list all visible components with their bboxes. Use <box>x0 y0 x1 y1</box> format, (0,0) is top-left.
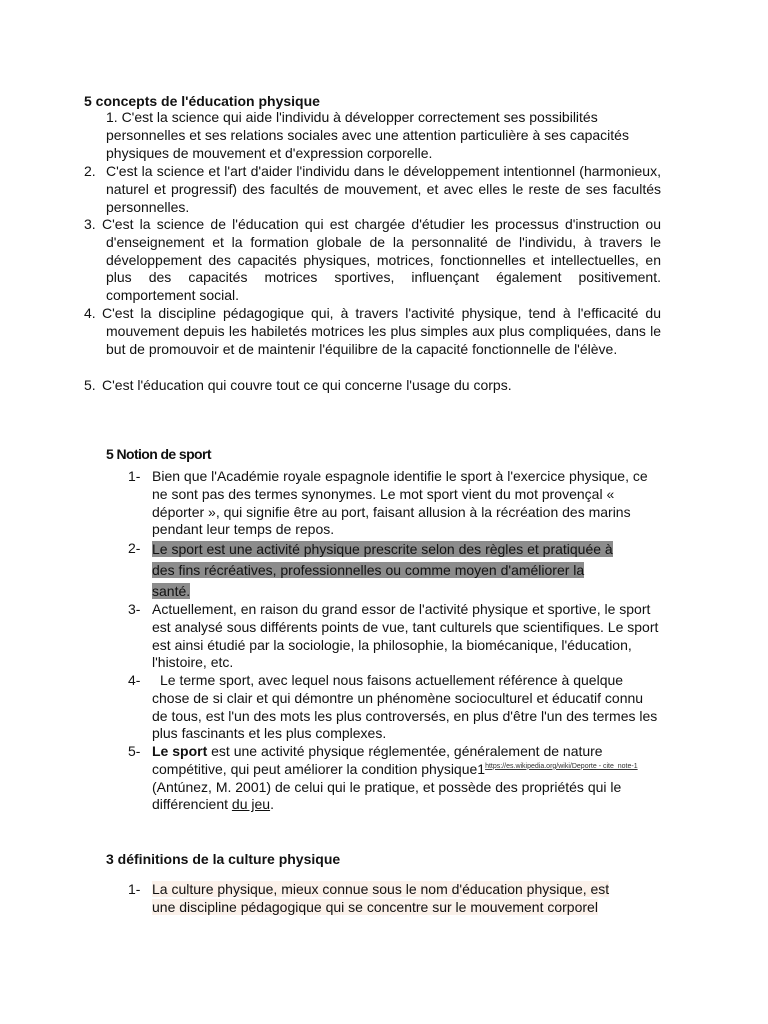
sport-number-4: 4- <box>128 672 141 688</box>
sport-item-5-text-b: (Antúnez, M. 2001) de celui qui le pratique, et possède des propriétés qui le différencient <box>152 778 622 813</box>
sport-number-5: 5- <box>128 743 141 759</box>
sport-number-3: 3- <box>128 601 141 617</box>
sport-number-1: 1- <box>128 468 141 484</box>
concept-item-5: C'est l'éducation qui couvre tout ce qui concerne l'usage du corps. <box>102 377 512 393</box>
highlighted-line: La culture physique, mieux connue sous le nom d'éducation physique, est <box>152 881 610 897</box>
sport-item-3: Actuellement, en raison du grand essor de l'activité physique et sportive, le sport est analysé sous différents points de vue, tant culturels que scientifiques. Le sport est ainsi étudié par la sociologie, la philosophie, la biomécanique, l'éducation, l'histoire, etc. <box>152 601 659 671</box>
section-title-sport: 5 Notion de sport <box>106 446 211 462</box>
sport-item-2 <box>152 539 662 602</box>
concept-number-3: 3. <box>84 216 96 232</box>
sport-item-5 <box>152 743 662 814</box>
highlighted-line: des fins récréatives, professionnelles ou comme moyen d'améliorer la <box>152 562 585 578</box>
concept-number-5: 5. <box>84 377 96 393</box>
concept-item-2: C'est la science et l'art d'aider l'individu dans le développement intentionnel (harmonieux, naturel et progressif) des facultés de mouvement, et avec elles le reste de ses facultés personnelles. <box>106 163 661 215</box>
wikipedia-footnote-link[interactable]: https://es.wikipedia.org/wiki/Deporte - cite_note-1 <box>485 762 638 770</box>
concept-number-2: 2. <box>84 163 96 179</box>
culture-item-1 <box>152 881 662 917</box>
section-title-concepts: 5 concepts de l'éducation physique <box>84 93 320 109</box>
du-jeu-link: du jeu <box>231 796 271 813</box>
sport-term-bold: Le sport <box>152 743 208 759</box>
sport-item-4: Le terme sport, avec lequel nous faisons actuellement référence à quelque chose de si clair et qui démontre un phénomène socioculturel et éducatif connu de tous, est l'un des mots les plus controversés, en plus d'être l'un des termes les plus fascinants et les plus complexes. <box>152 672 658 742</box>
section-title-culture: 3 définitions de la culture physique <box>106 851 341 867</box>
concept-item-1: 1. C'est la science qui aide l'individu à développer correctement ses possibilités personnelles et ses relations sociales avec une attention particulière à ses capacités physiques de mouvement et d'expression corporelle. <box>106 109 629 161</box>
concept-number-4: 4. <box>84 305 96 321</box>
sport-item-5-text-a: est une activité physique réglementée, généralement de nature compétitive, qui peut améliorer la condition physique1 <box>152 743 603 777</box>
sport-item-5-end: . <box>270 796 274 813</box>
concept-item-4: C'est la discipline pédagogique qui, à travers l'activité physique, tend à l'efficacité du mouvement depuis les habiletés motrices les plus simples aux plus compliquées, dans le but de promouvoir et de maintenir l'équilibre de la capacité fonctionnelle de l'élève. <box>102 305 661 357</box>
highlighted-line: Le sport est une activité physique prescrite selon des règles et pratiquée à <box>152 541 613 557</box>
culture-number-1: 1- <box>128 881 141 897</box>
highlighted-line: santé. <box>152 583 191 599</box>
sport-number-2: 2- <box>128 540 141 556</box>
highlighted-line: une discipline pédagogique qui se concentre sur le mouvement corporel <box>152 898 598 915</box>
concept-item-3: C'est la science de l'éducation qui est chargée d'étudier les processus d'instruction ou d'enseignement et la formation globale de la personnalité de l'individu, à travers le développement des capacités physiques, motrices, fonctionnelles et intellectuelles, en plus des capacités motrices sportives, influençant également positivement. comportement social. <box>102 216 661 304</box>
sport-item-1: Bien que l'Académie royale espagnole identifie le sport à l'exercice physique, ce ne sont pas des termes synonymes. Le mot sport vient du mot provençal « déporter », qui signifie être au port, faisant allusion à la récréation des marins pendant leur temps de repos. <box>152 468 648 538</box>
